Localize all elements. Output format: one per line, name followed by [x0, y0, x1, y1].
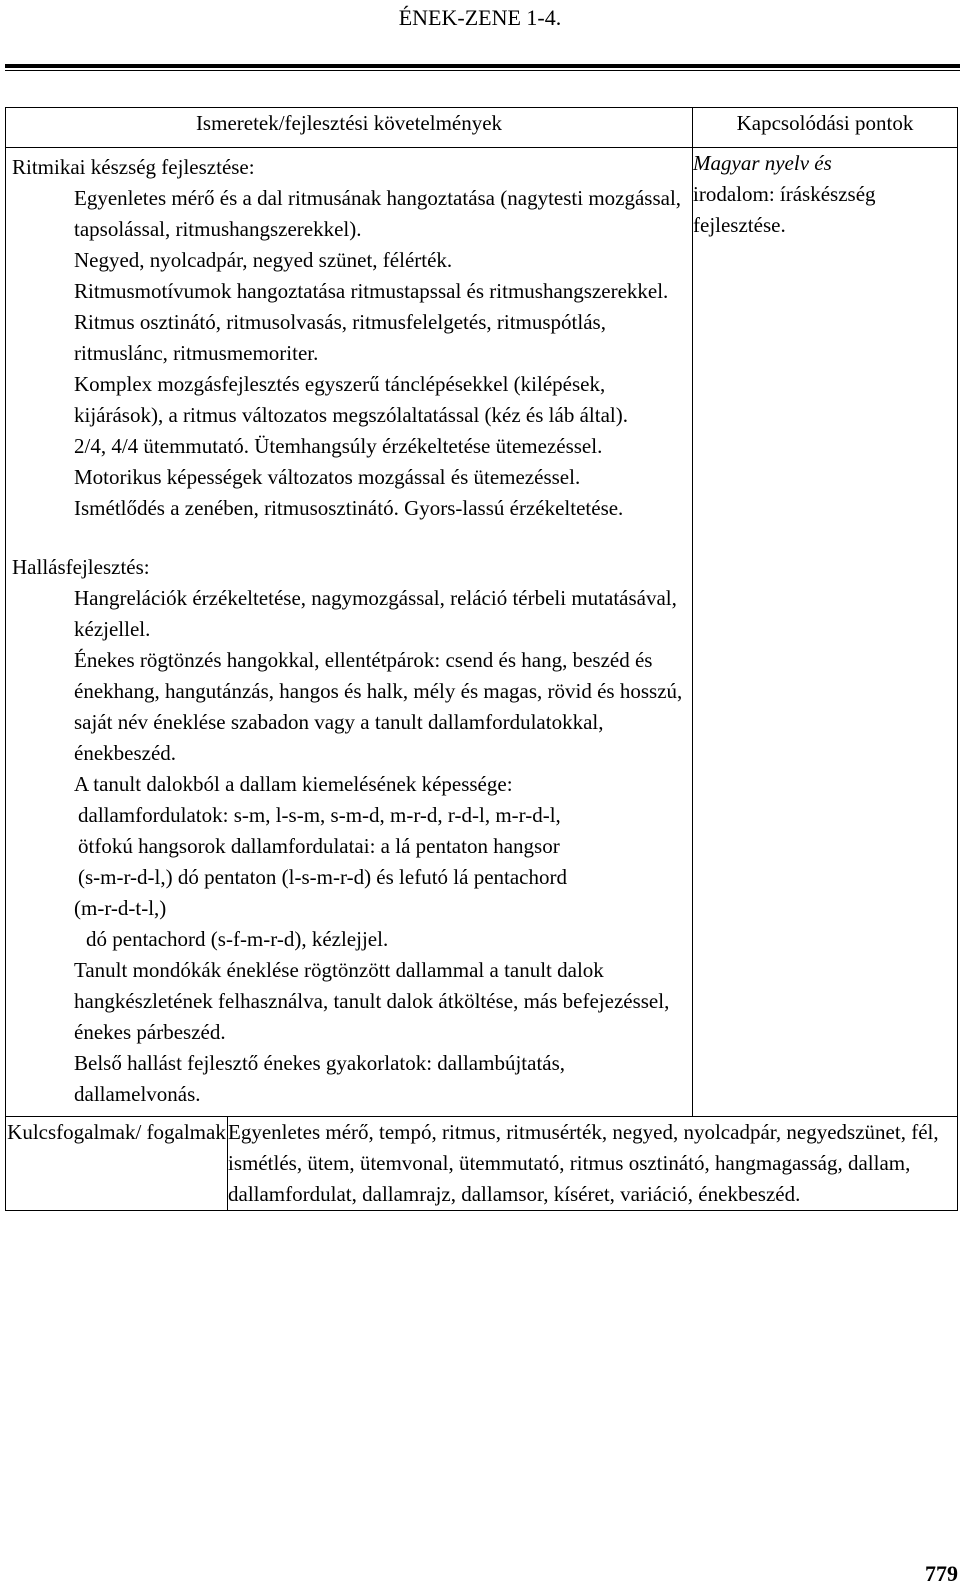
- connection-subject: Magyar nyelv és: [693, 151, 832, 175]
- hearing-sub-line: (s-m-r-d-l,) dó pentaton (l-s-m-r-d) és lefutó lá pentachord: [78, 865, 567, 889]
- header-requirements: Ismeretek/fejlesztési követelmények: [6, 108, 693, 148]
- hearing-sub-line: ötfokú hangsorok dallamfordulatai: a lá pentaton hangsor: [78, 834, 560, 858]
- rhythm-line: Egyenletes mérő és a dal ritmusának hangoztatása (nagytesti mozgással, tapsolással, ritmushangszerekkel).: [74, 186, 682, 241]
- hearing-line: Énekes rögtönzés hangokkal, ellentétpárok: csend és hang, beszéd és énekhang, hangutánzás, hangos és halk, mély és magas, rövid és hosszú, saját név éneklése szabadon vagy a tanult dallamfordulatokkal, énekbeszéd.: [74, 648, 683, 765]
- content-row: [6, 148, 958, 1117]
- hearing-plain-line: (m-r-d-t-l,): [74, 896, 167, 920]
- key-concepts-text: Egyenletes mérő, tempó, ritmus, ritmusérték, negyed, nyolcadpár, negyedszünet, fél, ismétlés, ütem, ütemvonal, ütemmutató, ritmus osztinátó, hangmagasság, dallam, dallamfordulat, dallamrajz, dallamsor, kíséret, variáció, énekbeszéd.: [228, 1117, 958, 1211]
- hearing-line: Hangrelációk érzékeltetése, nagymozgással, reláció térbeli mutatásával, kézjellel.: [74, 586, 677, 641]
- header-connections: Kapcsolódási pontok: [693, 108, 958, 148]
- hearing-line: Tanult mondókák éneklése rögtönzött dallammal a tanult dalok hangkészletének felhasználva, tanult dalok átköltése, más befejezéssel, énekes párbeszéd.: [74, 958, 670, 1044]
- page-header-title: ÉNEK-ZENE 1-4.: [398, 5, 562, 30]
- hearing-line: A tanult dalokból a dallam kiemelésének képessége:: [74, 772, 513, 796]
- rhythm-line: Negyed, nyolcadpár, negyed szünet, félérték.: [74, 248, 453, 272]
- rhythm-line: 2/4, 4/4 ütemmutató. Ütemhangsúly érzékeltetése ütemezéssel. Motorikus képességek változatos mozgással és ütemezéssel.: [74, 434, 603, 489]
- rhythm-line: Ismétlődés a zenében, ritmusosztinátó. Gyors-lassú érzékeltetése.: [74, 496, 624, 520]
- key-concepts-row: [6, 1117, 958, 1211]
- rhythm-line: Ritmusmotívumok hangoztatása ritmustapssal és ritmushangszerekkel. Ritmus osztinátó, ritmusolvasás, ritmusfelelgetés, ritmuspótlás, ritmuslánc, ritmusmemoriter.: [74, 279, 669, 365]
- curriculum-table: [5, 107, 958, 1211]
- connection-text: irodalom: íráskészség fejlesztése.: [693, 182, 876, 237]
- hearing-deep-line: dó pentachord (s-f-m-r-d), kézlejjel.: [86, 927, 389, 951]
- rhythm-section-title: Ritmikai készség fejlesztése:: [12, 155, 255, 179]
- header-rule-thin: [5, 70, 960, 71]
- hearing-section-title: Hallásfejlesztés:: [12, 555, 150, 579]
- page-number: 779: [925, 1561, 958, 1586]
- section-spacer: [12, 524, 686, 552]
- header-rule-thick: [5, 64, 960, 68]
- rhythm-line: Komplex mozgásfejlesztés egyszerű tánclépésekkel (kilépések, kijárások), a ritmus változatos megszólaltatással (kéz és láb által).: [74, 372, 628, 427]
- requirements-cell: [6, 148, 693, 1117]
- connections-cell: [693, 148, 958, 1117]
- hearing-sub-line: dallamfordulatok: s-m, l-s-m, s-m-d, m-r-d, r-d-l, m-r-d-l,: [78, 803, 561, 827]
- hearing-line: Belső hallást fejlesztő énekes gyakorlatok: dallambújtatás, dallamelvonás.: [74, 1051, 566, 1106]
- table-header-row: [6, 108, 958, 148]
- key-concepts-label: Kulcsfogalmak/ fogalmak: [6, 1117, 228, 1211]
